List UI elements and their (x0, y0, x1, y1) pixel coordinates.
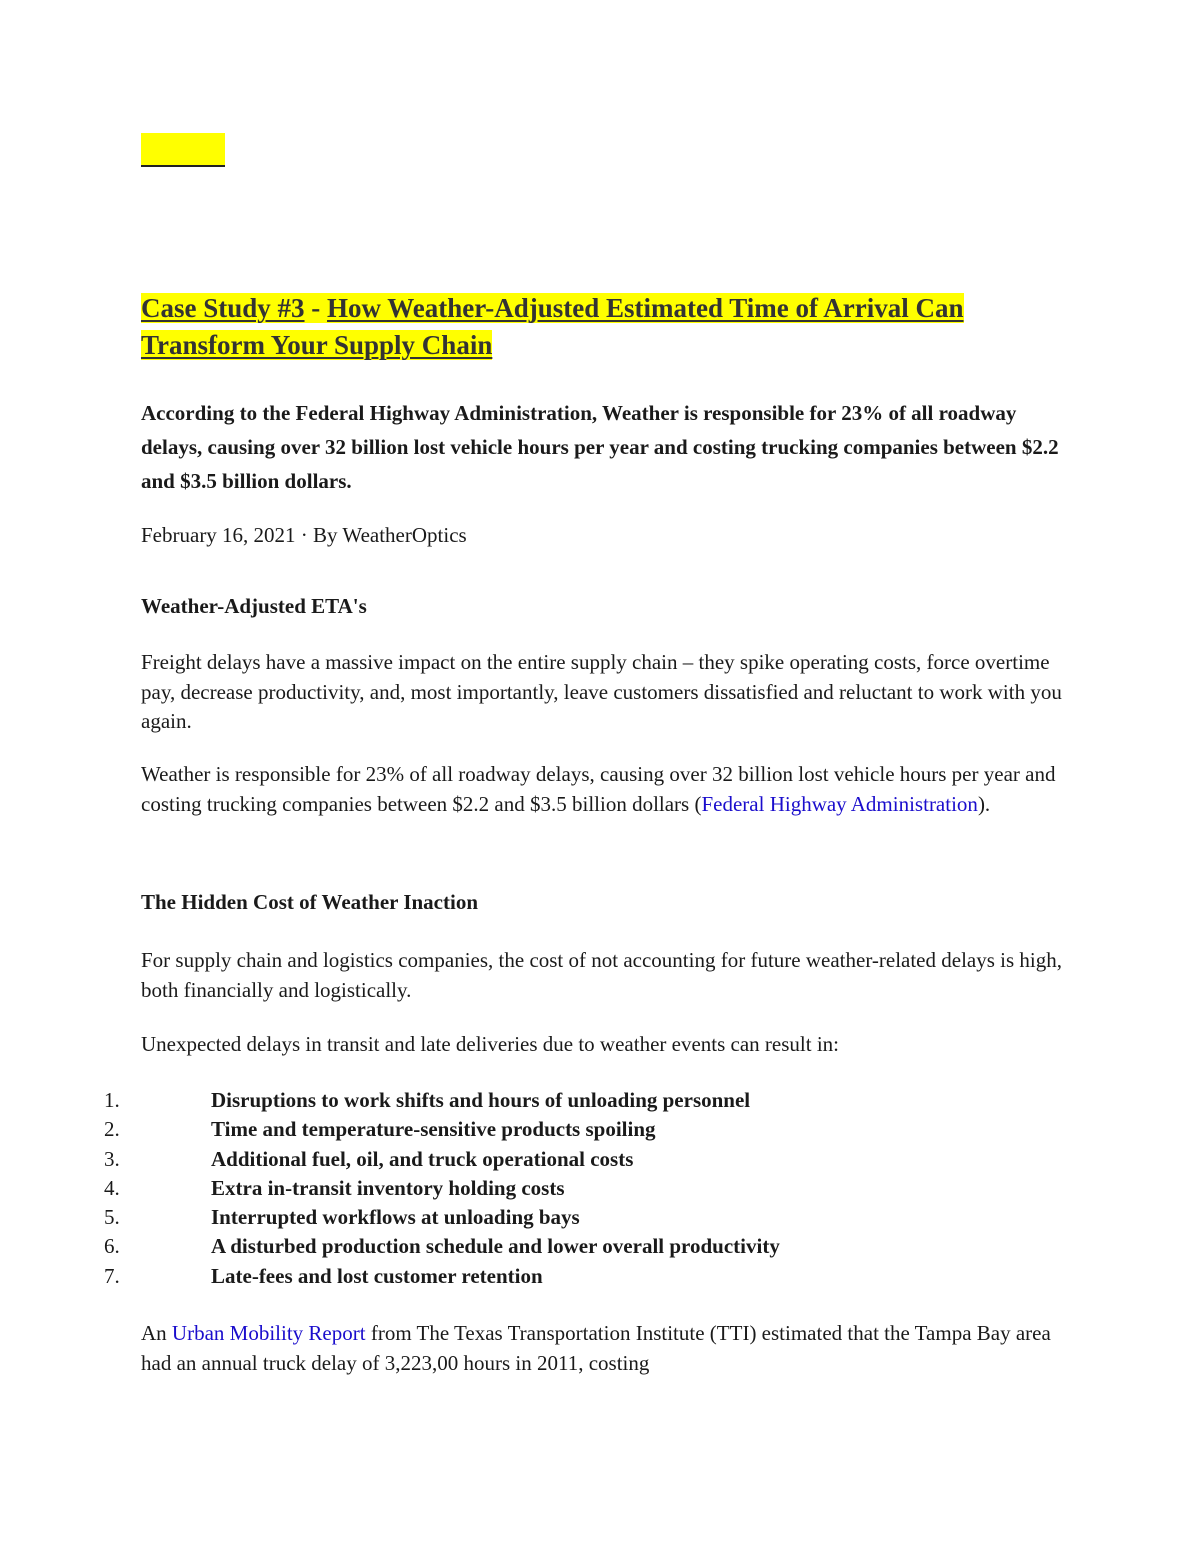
list-item (0, 1174, 1200, 1203)
list-item (0, 1232, 1200, 1261)
heading-hidden-cost: The Hidden Cost of Weather Inaction (141, 890, 479, 914)
title-main: How Weather-Adjusted Estimated Time of Arrival Can Transform Your Supply Chain (141, 293, 964, 360)
byline: February 16, 2021 · By WeatherOptics (141, 523, 467, 547)
para3-text-before: An (141, 1321, 172, 1345)
paragraph-urban-mobility (141, 1319, 1071, 1378)
paragraph-unexpected-delays: Unexpected delays in transit and late deliveries due to weather events can result in: (141, 1032, 839, 1056)
list-number: 1. (104, 1088, 120, 1112)
case-study-title (141, 290, 1081, 364)
list-number: 2. (104, 1117, 120, 1142)
list-item (0, 1262, 1200, 1291)
list-text: Extra in-transit inventory holding costs (211, 1175, 565, 1200)
list-text: Disruptions to work shifts and hours of unloading personnel (211, 1088, 751, 1112)
title-separator: - (304, 293, 328, 323)
highlighted-blank-line (141, 133, 225, 167)
list-item (0, 1115, 1200, 1144)
list-number: 3. (104, 1146, 120, 1171)
list-item (0, 1145, 1200, 1174)
list-text: Late-fees and lost customer retention (211, 1263, 543, 1288)
list-text: Time and temperature-sensitive products spoiling (211, 1117, 656, 1142)
para3-text-after: from The Texas Transportation Institute (TTI) estimated that the Tampa Bay area had an annual truck delay of 3,223,00 hours in 2011, costing (141, 1321, 1051, 1375)
paragraph-weather-responsible (141, 760, 1071, 819)
list-item (0, 1086, 1200, 1115)
heading-weather-adjusted-etas: Weather-Adjusted ETA's (141, 594, 367, 618)
intro-summary: According to the Federal Highway Administration, Weather is responsible for 23% of all roadway delays, causing over 32 billion lost vehicle hours per year and costing trucking companies between $2.2 and $3.5 billion dollars. (141, 401, 1059, 493)
link-federal-highway-administration[interactable]: Federal Highway Administration (701, 791, 978, 816)
list-item (0, 1203, 1200, 1232)
consequences-list (0, 1086, 1200, 1291)
link-urban-mobility-report[interactable]: Urban Mobility Report (171, 1321, 366, 1345)
list-text: Additional fuel, oil, and truck operational costs (211, 1146, 634, 1171)
paragraph-supply-chain-cost: For supply chain and logistics companies, the cost of not accounting for future weather-related delays is high, both financially and logistically. (141, 948, 1062, 1002)
paragraph-freight-delays: Freight delays have a massive impact on the entire supply chain – they spike operating costs, force overtime pay, decrease productivity, and, most importantly, leave customers dissatisfied and reluctant to work with you again. (141, 650, 1062, 733)
list-text: A disturbed production schedule and lower overall productivity (211, 1234, 780, 1259)
list-text: Interrupted workflows at unloading bays (211, 1205, 580, 1230)
list-number: 4. (104, 1175, 120, 1200)
para2-text-before: Weather is responsible for 23% of all roadway delays, causing over 32 billion lost vehicle hours per year and costing trucking companies between $2.2 and $3.5 billion dollars ( (141, 762, 1056, 816)
para2-text-after: ). (977, 791, 991, 816)
list-number: 6. (104, 1234, 120, 1259)
list-number: 5. (104, 1205, 120, 1230)
title-prefix: Case Study #3 (141, 293, 305, 323)
list-number: 7. (104, 1263, 120, 1288)
